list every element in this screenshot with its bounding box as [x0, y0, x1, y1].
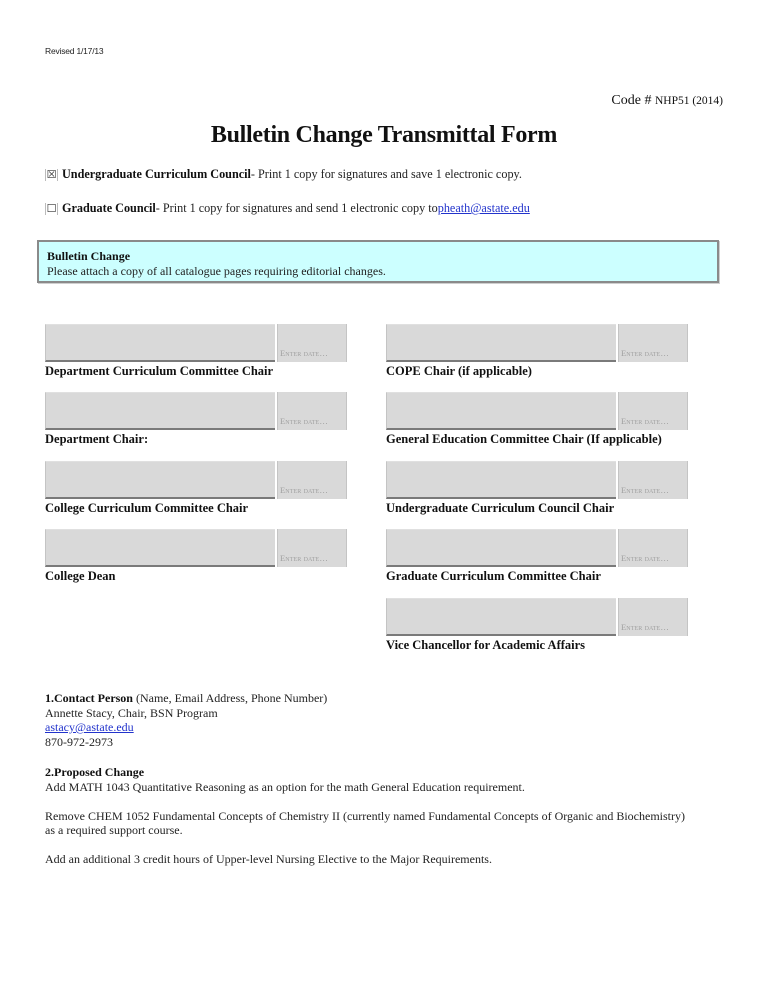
proposed-change-heading: 2.Proposed Change	[45, 765, 145, 779]
signature-grad-curriculum-chair	[386, 529, 696, 584]
council-name: Undergraduate Curriculum Council	[62, 167, 251, 181]
contact-heading: 1.Contact Person	[45, 691, 133, 705]
date-field[interactable]: Enter date…	[277, 392, 347, 430]
signature-field[interactable]	[45, 392, 275, 430]
signature-field[interactable]	[386, 392, 616, 430]
contact-phone: 870-972-2973	[45, 734, 113, 749]
council-name: Graduate Council	[62, 201, 156, 215]
signature-label: Graduate Curriculum Committee Chair	[386, 569, 601, 583]
signature-field[interactable]	[45, 529, 275, 567]
signature-label: Undergraduate Curriculum Council Chair	[386, 501, 615, 515]
undergraduate-council-option	[45, 167, 522, 182]
contact-person-section	[45, 691, 327, 749]
signature-field[interactable]	[386, 598, 616, 636]
signature-label: College Curriculum Committee Chair	[45, 501, 249, 515]
council-instructions: - Print 1 copy for signatures and send 1 electronic copy to	[155, 201, 438, 215]
signature-gen-ed-chair	[386, 392, 696, 447]
date-field[interactable]: Enter date…	[618, 529, 688, 567]
signature-field[interactable]	[45, 324, 275, 362]
revised-date: Revised 1/17/13	[45, 46, 104, 56]
signature-label: COPE Chair (if applicable)	[386, 364, 532, 378]
date-field[interactable]: Enter date…	[277, 461, 347, 499]
date-field[interactable]: Enter date…	[618, 324, 688, 362]
signature-label: College Dean	[45, 569, 116, 583]
council-instructions: - Print 1 copy for signatures and save 1 electronic copy.	[250, 167, 522, 181]
signature-label: Department Chair:	[45, 432, 149, 446]
bulletin-box-title: Bulletin Change	[47, 249, 131, 263]
contact-heading-note: (Name, Email Address, Phone Number)	[132, 691, 328, 705]
signature-field[interactable]	[45, 461, 275, 499]
graduate-council-option	[45, 201, 530, 216]
signature-dept-chair	[45, 392, 355, 447]
checkbox-checked-icon[interactable]: ☒	[46, 167, 57, 181]
page-title: Bulletin Change Transmittal Form	[210, 122, 558, 148]
signature-dept-curriculum-chair	[45, 324, 355, 379]
contact-email-link[interactable]: astacy@astate.edu	[45, 720, 134, 734]
proposed-change-paragraph: Add MATH 1043 Quantitative Reasoning as an option for the math General Education requirement.	[45, 779, 525, 794]
signature-field[interactable]	[386, 324, 616, 362]
bulletin-box-text: Please attach a copy of all catalogue pages requiring editorial changes.	[47, 264, 386, 278]
date-field[interactable]: Enter date…	[277, 529, 347, 567]
proposed-change-paragraph: Remove CHEM 1052 Fundamental Concepts of Chemistry II (currently named Fundamental Concepts of Organic and Biochemistry) as a required support course.	[45, 808, 685, 837]
checkbox-unchecked-icon[interactable]: ☐	[46, 201, 57, 215]
signature-label: Department Curriculum Committee Chair	[45, 364, 274, 378]
signature-college-dean	[45, 529, 355, 584]
proposed-change-paragraph: Add an additional 3 credit hours of Upper-level Nursing Elective to the Major Requirements.	[45, 852, 492, 866]
signature-ucc-chair	[386, 461, 696, 516]
signature-label: Vice Chancellor for Academic Affairs	[386, 638, 586, 652]
date-field[interactable]: Enter date…	[618, 598, 688, 636]
contact-name: Annette Stacy, Chair, BSN Program	[45, 705, 218, 720]
signature-cope-chair	[386, 324, 696, 379]
proposed-change-section	[45, 765, 695, 867]
date-field[interactable]: Enter date…	[618, 392, 688, 430]
bulletin-change-box	[37, 240, 719, 283]
date-field[interactable]: Enter date…	[277, 324, 347, 362]
signature-vice-chancellor	[386, 598, 696, 653]
code-label: Code #	[611, 93, 652, 108]
signature-label: General Education Committee Chair (If applicable)	[386, 432, 662, 446]
form-code	[611, 93, 723, 109]
date-field[interactable]: Enter date…	[618, 461, 688, 499]
signature-college-curriculum-chair	[45, 461, 355, 516]
code-value: NHP51 (2014)	[654, 95, 723, 107]
signature-field[interactable]	[386, 461, 616, 499]
signature-field[interactable]	[386, 529, 616, 567]
graduate-email-link[interactable]: pheath@astate.edu	[437, 201, 530, 215]
